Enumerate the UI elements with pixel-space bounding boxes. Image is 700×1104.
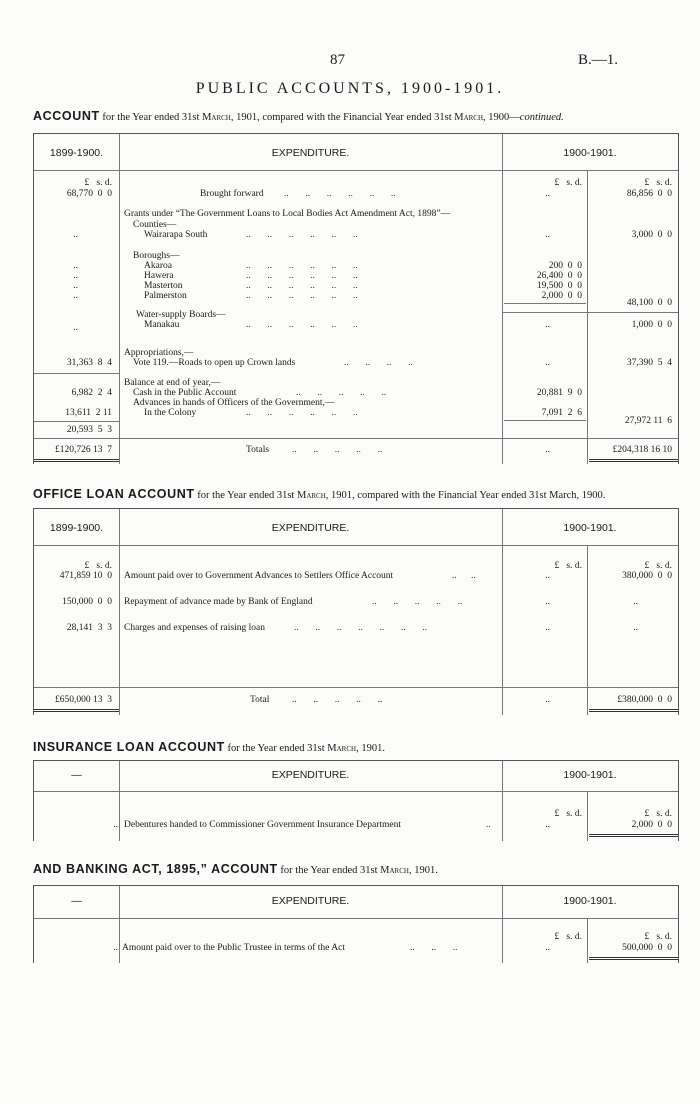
s1-water-label: Water-supply Boards— [136,310,226,320]
section4-title [33,862,438,876]
section1-month2: March [454,112,484,123]
s2-r1-label: Amount paid over to Government Advances to Settlers Office Account [124,571,394,581]
s1-colony-label: In the Colony [144,408,197,418]
s1-vote-label: Vote 119.—Roads to open up Crown lands [133,358,296,368]
section3-title [33,740,385,754]
s1-col-expenditure: EXPENDITURE. [271,147,350,159]
s1-totals-c3: £204,318 16 10 [612,445,672,455]
s1-col-1900: 1900-1901. [563,147,617,159]
section4-month1: March [380,865,409,876]
s1-balance-sum-left: 20,593 5 3 [66,425,112,435]
s4-r1-label: Amount paid over to the Public Trustee in terms of the Act [122,943,345,953]
s1-akaroa-value: 200 0 0 [548,261,582,271]
section3-title-end: , 1901. [356,743,385,754]
s1-cur-left: £ s. d. [84,178,112,188]
s1-col-1899: 1899-1900. [49,147,104,159]
section2-table: 1899-1900. EXPENDITURE. 1900-1901. £ s. d. £ s. d. £ s. d. 471,859 10 0 Amount paid over to Government Advances to Settlers Office Account .. .. .. 380,000 0 0 150,000 0 0 Repayment of advance made by Bank of England .. .. .. .. .. .. .. 28,141 3 3 Charges and expenses of raising loan .. .. .. .. .. .. .. .. .. £650,000 13 3 Total .. .. .. .. .. .. £380,000 0 0 [33,508,679,715]
section1-title-rest: for the Year ended 31st [102,112,200,123]
s1-advances-label: Advances in hands of Officers of the Government,— [133,398,335,408]
section3-title-bold: INSURANCE LOAN ACCOUNT [33,740,225,754]
page-title: PUBLIC ACCOUNTS, 1900-1901. [195,80,505,97]
section1-title-end: , 1900— [483,112,520,123]
s2-cur-left: £ s. d. [84,561,112,571]
s1-akaroa-left: .. [73,261,78,271]
s1-manakau-label: Manakau [144,320,180,330]
s1-masterton-value: 19,500 0 0 [536,281,582,291]
s1-boroughs-label: Boroughs— [133,251,180,261]
s3-cur-right: £ s. d. [644,809,672,819]
s1-wairarapa-left: .. [73,230,78,240]
s2-r2-left: 150,000 0 0 [62,597,112,607]
section2-title-bold: OFFICE LOAN ACCOUNT [33,487,195,501]
s3-r1-label: Debentures handed to Commissioner Government Insurance Department [124,820,402,830]
s1-vote-left: 31,363 8 4 [66,358,112,368]
s1-palmerston-value: 2,000 0 0 [541,291,582,301]
s1-vote-c2: .. [545,358,550,368]
s4-r1-left: .. [113,943,118,953]
s1-borough-total: 48,100 0 0 [626,298,672,308]
s4-r1-c3: 500,000 0 0 [622,943,672,953]
section1-title-mid: , 1901, compared with the Financial Year ended 31st [230,112,452,123]
s4-col-1900: 1900-1901. [563,895,617,907]
s1-balance-label: Balance at end of year,— [124,378,221,388]
s2-col-1899: 1899-1900. [49,522,104,534]
s2-total-left: £650,000 13 3 [55,695,112,705]
s1-masterton-left: .. [73,281,78,291]
s1-cur-mid: £ s. d. [554,178,582,188]
s3-r1-c2: .. [545,820,550,830]
s2-col-1900: 1900-1901. [563,522,617,534]
s1-hawera-left: .. [73,271,78,281]
s2-r2-c2: .. [545,597,550,607]
s4-col-expenditure: EXPENDITURE. [271,895,350,907]
s1-palmerston-label: Palmerston [144,291,187,301]
s1-totals-c2: .. [545,445,550,455]
s1-wairarapa-c2: .. [545,230,550,240]
s2-r2-c3: .. [633,597,638,607]
s1-manakau-c2: .. [545,320,550,330]
s3-r1-c3: 2,000 0 0 [631,820,672,830]
page-number: 87 [330,52,345,68]
s1-cash-left: 6,982 2 4 [71,388,112,398]
s2-r1-left: 471,859 10 0 [59,571,112,581]
section2-title-mid: , 1901, compared with the Financial Year ended 31st March, 1900. [325,490,606,501]
s2-cur-right: £ s. d. [644,561,672,571]
s1-wairarapa-c3: 3,000 0 0 [631,230,672,240]
s2-r3-label: Charges and expenses of raising loan [124,623,265,633]
s1-colony-c2: 7,091 2 6 [541,408,582,418]
section1-title-bold: ACCOUNT [33,109,100,123]
s1-bf-label: Brought forward [200,189,264,199]
s1-cur-right: £ s. d. [644,178,672,188]
s2-r2-label: Repayment of advance made by Bank of England [124,597,313,607]
s1-bf-c2: .. [545,189,550,199]
s3-col-1900: 1900-1901. [563,769,617,781]
s1-vote-c3: 37,390 5 4 [626,358,672,368]
s3-col-expenditure: EXPENDITURE. [271,769,350,781]
s1-counties-label: Counties— [133,220,177,230]
s4-cur-mid: £ s. d. [554,932,582,942]
s2-r3-c3: .. [633,623,638,633]
section4-title-rest: for the Year ended 31st [280,865,378,876]
section3-table: — EXPENDITURE. 1900-1901. £ s. d. £ s. d. .. Debentures handed to Commissioner Government Insurance Department .. .. 2,000 0 0 [33,760,679,841]
s2-total-label: Total [250,695,270,705]
s1-manakau-left: .. [73,323,78,333]
s2-total-c3: £380,000 0 0 [617,695,672,705]
section4-table: — EXPENDITURE. 1900-1901. £ s. d. £ s. d. .. Amount paid over to the Public Trustee in terms of the Act .. .. .. .. 500,000 0 0 [33,885,679,963]
section1-table: 1899-1900. EXPENDITURE. 1900-1901. £ s. d. £ s. d. £ s. d. 68,770 0 0 Brought forward .. .. .. .. .. .. .. 86,856 0 0 Grants under “The Government Loans to Local Bodies Act Amendment Act, 1898”— Counties— Wairarapa South .. .. .. .. .. .. .. .. 3,000 0 0 Boroughs— Akaroa .. .. .. .. .. .. .. 200 0 0 Hawera .. .. .. .. .. .. .. 26,400 0 0 Masterton .. .. .. .. .. .. .. 19,500 0 0 Palmerston .. .. .. .. .. .. .. 2,000 0 0 48,100 0 0 Water-supply Boards— Manakau .. .. .. .. .. .. .. .. 1,000 0 0 Appropriations,— Vote 119.—Roads to open up Crown lands .. .. .. .. 31,363 8 4 .. 37,390 5 4 Balance at end of year,— Cash in the Public Account .. .. .. .. .. 6,982 2 4 20,881 9 0 Advances in hands of Officers of the Government,— In the Colony .. .. .. .. .. .. 13,611 2 11 7,091 2 6 27,972 11 6 20,593 5 3 £120,726 13 7 Totals .. .. .. .. .. .. £204,318 16 10 [33,133,679,464]
document-reference: B.—1. [578,52,619,68]
s1-totals-left: £120,726 13 7 [55,445,112,455]
s1-bf-left: 68,770 0 0 [66,189,112,199]
s1-hawera-label: Hawera [144,271,174,281]
s1-masterton-label: Masterton [144,281,183,291]
s1-balance-total: 27,972 11 6 [624,416,672,426]
s2-r1-c2: .. [545,571,550,581]
s2-r3-left: 28,141 3 3 [66,623,112,633]
section1-month1: March [202,112,231,123]
s2-total-c2: .. [545,695,550,705]
s1-hawera-value: 26,400 0 0 [536,271,582,281]
section3-month1: March [327,743,357,754]
s4-cur-right: £ s. d. [644,932,672,942]
s1-totals-label: Totals [246,445,270,455]
s1-colony-left: 13,611 2 11 [65,408,112,418]
s1-bf-c3: 86,856 0 0 [626,189,672,199]
s3-cur-mid: £ s. d. [554,809,582,819]
s3-r1-left: .. [113,820,118,830]
s2-r1-c3: 380,000 0 0 [622,571,672,581]
section1-continued: continued. [519,112,564,123]
s1-approp-label: Appropriations,— [124,348,194,358]
section1-title [33,109,564,123]
s3-col-dash: — [71,769,82,781]
section2-title-rest: for the Year ended 31st [197,490,295,501]
s4-col-dash: — [71,895,82,907]
section4-title-bold: AND BANKING ACT, 1895,” ACCOUNT [33,862,278,876]
section2-title [33,487,605,501]
s1-grants-label: Grants under “The Government Loans to Local Bodies Act Amendment Act, 1898”— [124,209,451,219]
s4-r1-c2: .. [545,943,550,953]
s1-manakau-c3: 1,000 0 0 [631,320,672,330]
section2-month1: March [296,490,326,501]
s2-col-expenditure: EXPENDITURE. [271,522,350,534]
section3-title-rest: for the Year ended 31st [227,743,325,754]
section4-title-end: , 1901. [408,865,438,876]
s2-r3-c2: .. [545,623,550,633]
s1-wairarapa-label: Wairarapa South [144,230,208,240]
s1-palmerston-left: .. [73,291,78,301]
s1-akaroa-label: Akaroa [144,261,172,271]
s2-cur-mid: £ s. d. [554,561,582,571]
s1-cash-c2: 20,881 9 0 [536,388,582,398]
s1-cash-label: Cash in the Public Account [133,388,237,398]
